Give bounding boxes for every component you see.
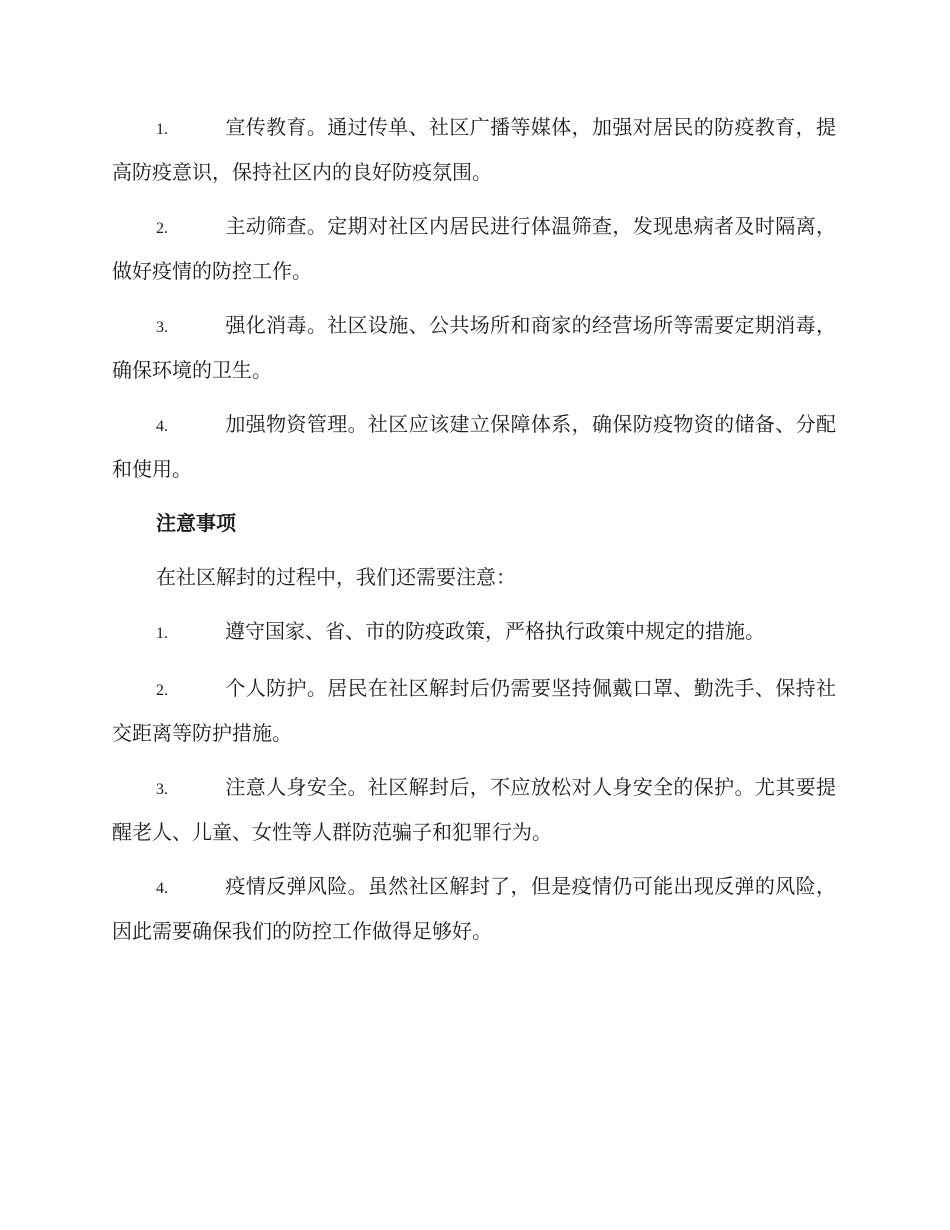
list-number: 1.: [156, 625, 168, 642]
list-text: 宣传教育。通过传单、社区广播等媒体，加强对居民的防疫教育，提高防疫意识，保持社区内的良好防疫氛围。: [112, 115, 836, 184]
list-text: 疫情反弹风险。虽然社区解封了，但是疫情仍可能出现反弹的风险，因此需要确保我们的防控工作做得足够好。: [112, 874, 836, 943]
list-text: 遵守国家、省、市的防疫政策，严格执行政策中规定的措施。: [225, 619, 765, 643]
list-item: [112, 667, 836, 754]
list-number: 2.: [156, 220, 168, 237]
list-item: [112, 205, 836, 292]
list-number: 4.: [156, 418, 168, 435]
list-text: 加强物资管理。社区应该建立保障体系，确保防疫物资的储备、分配和使用。: [112, 412, 836, 481]
list-number: 3.: [156, 781, 168, 798]
list-number: 1.: [156, 121, 168, 138]
list-text: 注意人身安全。社区解封后，不应放松对人身安全的保护。尤其要提醒老人、儿童、女性等人群防范骗子和犯罪行为。: [112, 775, 836, 844]
intro-paragraph: 在社区解封的过程中，我们还需要注意：: [156, 565, 516, 589]
list-number: 4.: [156, 880, 168, 897]
list-item: [112, 106, 836, 193]
list-item: [112, 403, 836, 490]
document-body: [112, 106, 836, 964]
list-number: 2.: [156, 682, 168, 699]
list-item: [112, 304, 836, 391]
list-text: 主动筛查。定期对社区内居民进行体温筛查，发现患病者及时隔离，做好疫情的防控工作。: [112, 214, 836, 283]
section-heading: 注意事项: [156, 511, 236, 535]
list-item: [112, 610, 836, 655]
list-item: [112, 766, 836, 853]
list-number: 3.: [156, 319, 168, 336]
list-item: [112, 865, 836, 952]
list-text: 强化消毒。社区设施、公共场所和商家的经营场所等需要定期消毒，确保环境的卫生。: [112, 313, 836, 382]
list-text: 个人防护。居民在社区解封后仍需要坚持佩戴口罩、勤洗手、保持社交距离等防护措施。: [112, 676, 836, 745]
